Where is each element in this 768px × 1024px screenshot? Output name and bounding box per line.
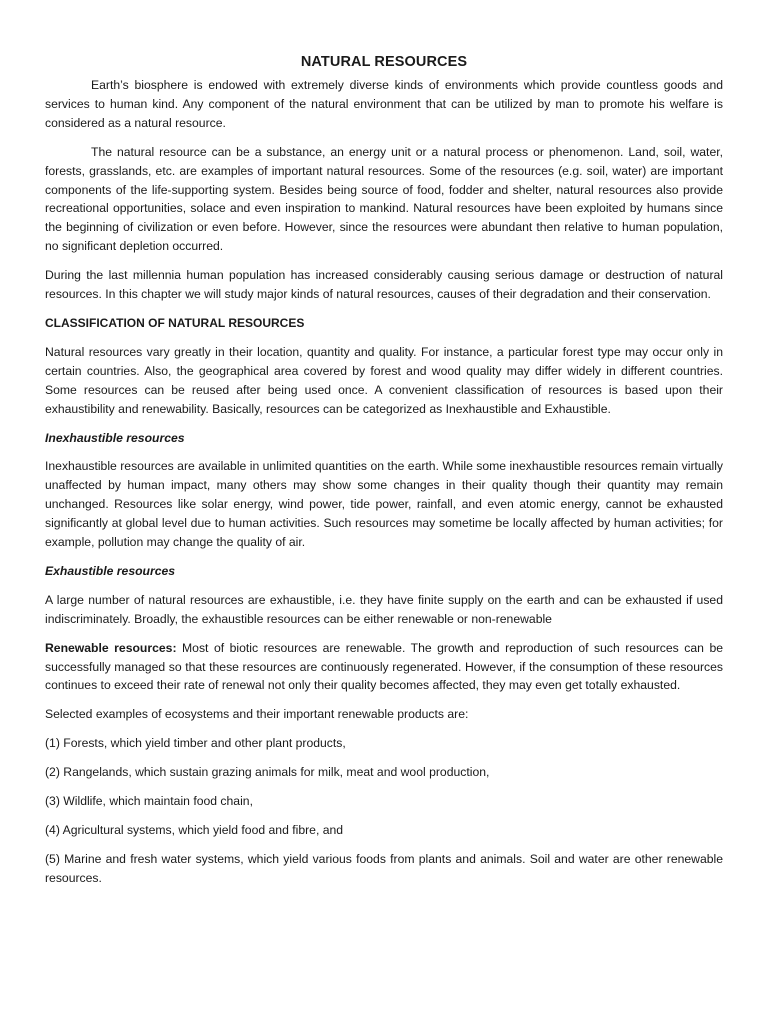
exhaustible-heading: Exhaustible resources (45, 563, 176, 578)
inexhaustible-paragraph: Inexhaustible resources are available in unlimited quantities on the earth. While some inexhaustible resources remain virtually unaffected by human impact, many others may show some changes in their quality though their quantity may remain unchanged. Resources like solar energy, wind power, tide power, rainfall, and even atomic energy, cannot be exhausted significantly at global level due to human activities. Such resources may sometime be locally affected by human activities; for example, pollution may change the quality of air. (45, 459, 723, 550)
intro-paragraph-2: The natural resource can be a substance, an energy unit or a natural process or phenomenon. Land, soil, water, forests, grasslands, etc. are examples of important natural resources. Some of the resources (e.g. soil, water) are important components of the life-supporting system. Besides being source of food, fodder and shelter, natural resources also provide recreational opportunities, solace and even inspiration to mankind. Natural resources have been exploited by humans since the beginning of civilization or even before. However, since the resources were abundant then relative to human population, no significant depletion occurred. (45, 144, 723, 254)
list-item: (1) Forests, which yield timber and other plant products, (45, 736, 346, 751)
exhaustible-paragraph: A large number of natural resources are exhaustible, i.e. they have finite supply on the earth and can be exhausted if used indiscriminately. Broadly, the exhaustible resources can be either renewable or non-renewable (45, 592, 723, 626)
examples-intro: Selected examples of ecosystems and their important renewable products are: (45, 707, 469, 722)
intro-paragraph-3: During the last millennia human population has increased considerably causing serious damage or destruction of natural resources. In this chapter we will study major kinds of natural resources, causes of their degradation and their conservation. (45, 268, 723, 302)
list-item: (4) Agricultural systems, which yield food and fibre, and (45, 823, 344, 837)
renewable-text: Most of biotic resources are renewable. The growth and reproduction of such resources can be successfully managed so that these resources are continuously regenerated. However, if the consumption of these resources continues to exceed their rate of renewal not only their quality becomes affected, they may even get totally exhausted. (45, 640, 723, 693)
renewable-paragraph (45, 639, 723, 696)
document-page (45, 52, 723, 898)
classification-heading: CLASSIFICATION OF NATURAL RESOURCES (45, 315, 305, 330)
list-item: (5) Marine and fresh water systems, which yield various foods from plants and animals. Soil and water are other renewable resources. (45, 851, 723, 885)
inexhaustible-heading: Inexhaustible resources (45, 430, 185, 445)
list-item: (2) Rangelands, which sustain grazing animals for milk, meat and wool production, (45, 765, 490, 780)
renewable-lead: Renewable resources: (45, 640, 177, 655)
intro-paragraph-1: Earth’s biosphere is endowed with extremely diverse kinds of environments which provide countless goods and services to human kind. Any component of the natural environment that can be utilized by man to promote his welfare is considered as a natural resource. (45, 78, 723, 130)
list-item: (3) Wildlife, which maintain food chain, (45, 794, 253, 809)
page-title: NATURAL RESOURCES (300, 54, 468, 70)
classification-paragraph: Natural resources vary greatly in their location, quantity and quality. For instance, a particular forest type may occur only in certain countries. Also, the geographical area covered by forest and wood quality may differ widely in different countries. Some resources can be reused after being used once. A convenient classification of resources is based upon their exhaustibility and renewability. Basically, resources can be categorized as Inexhaustible and Exhaustible. (45, 344, 723, 416)
